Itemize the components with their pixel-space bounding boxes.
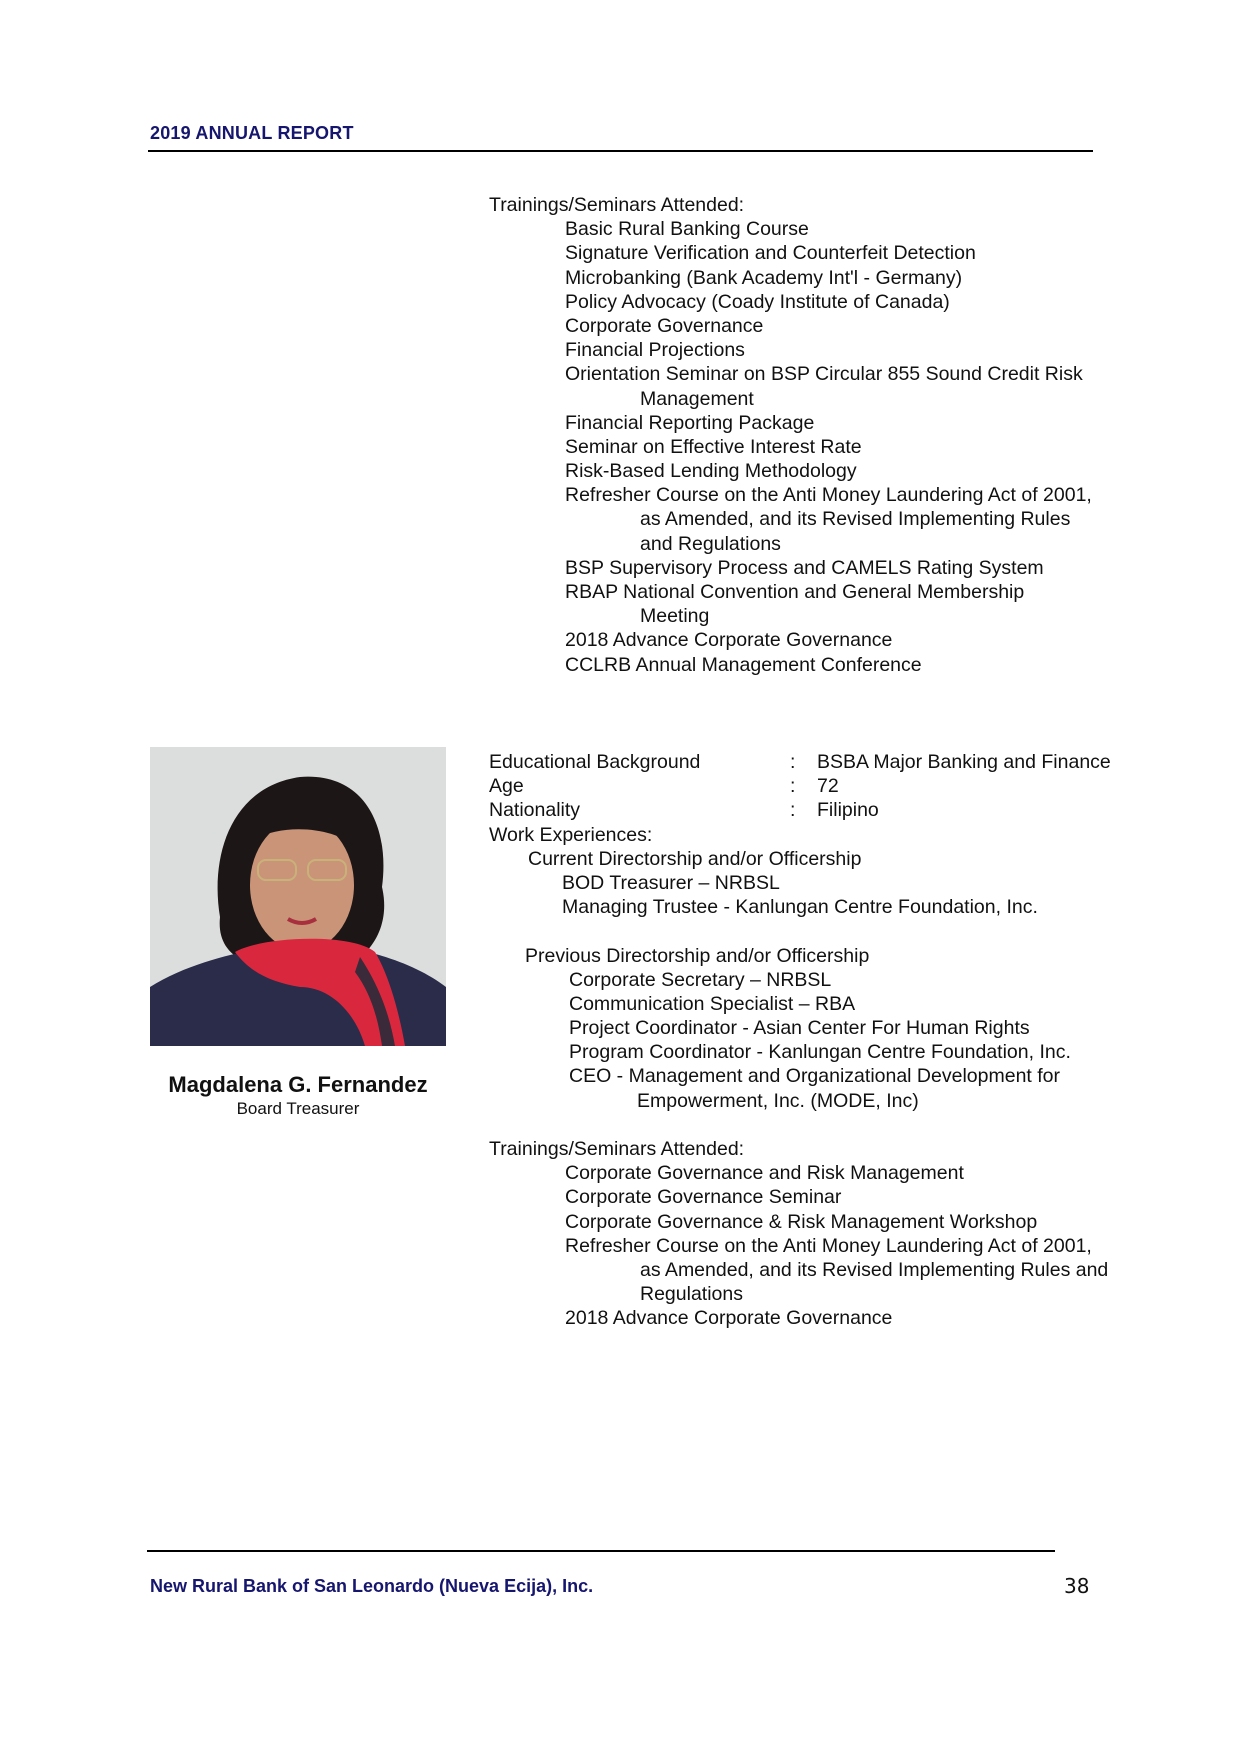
list-item: 2018 Advance Corporate Governance <box>565 1307 893 1330</box>
current-directorship-heading: Current Directorship and/or Officership <box>528 847 862 870</box>
field-age <box>489 774 1189 798</box>
list-item-continuation: Meeting <box>640 605 710 628</box>
list-item: RBAP National Convention and General Membership <box>565 581 1025 603</box>
trainings-heading: Trainings/Seminars Attended: <box>489 194 745 216</box>
list-item-continuation: Empowerment, Inc. (MODE, Inc) <box>637 1089 919 1112</box>
list-item: Microbanking (Bank Academy Int'l - Germany) <box>565 266 963 289</box>
field-value: BSBA Major Banking and Finance <box>817 751 1111 773</box>
list-item: Financial Reporting Package <box>565 411 815 434</box>
field-education <box>489 750 1189 774</box>
list-item: Basic Rural Banking Course <box>565 218 809 241</box>
list-item: Program Coordinator - Kanlungan Centre Foundation, Inc. <box>569 1041 1071 1064</box>
trainings-list <box>489 217 1189 677</box>
header-divider <box>148 150 1093 152</box>
field-value: Filipino <box>817 799 879 822</box>
list-item: Corporate Governance Seminar <box>565 1186 842 1209</box>
top-trainings-section <box>489 193 1189 677</box>
profile-details <box>489 750 1189 1331</box>
list-item-continuation: Regulations <box>640 1283 743 1306</box>
list-item: Corporate Secretary – NRBSL <box>569 968 832 991</box>
list-item-continuation: as Amended, and its Revised Implementing Rules and <box>640 1258 1109 1281</box>
field-separator: : <box>790 751 796 773</box>
previous-directorship-heading: Previous Directorship and/or Officership <box>525 944 870 967</box>
list-item: CCLRB Annual Management Conference <box>565 653 922 676</box>
list-item: Corporate Governance & Risk Management Workshop <box>565 1210 1038 1233</box>
list-item-continuation: Management <box>640 387 754 410</box>
footer-bank-name: New Rural Bank of San Leonardo (Nueva Ecija), Inc. <box>150 1576 594 1596</box>
field-label: Educational Background <box>489 751 701 773</box>
list-item: Project Coordinator - Asian Center For Human Rights <box>569 1017 1030 1040</box>
trainings-list <box>489 1161 1189 1330</box>
current-item: BOD Treasurer – NRBSL <box>562 871 780 894</box>
field-label: Age <box>489 775 524 798</box>
list-item: Policy Advocacy (Coady Institute of Canada) <box>565 290 950 313</box>
previous-list <box>489 968 1189 1113</box>
list-item: CEO - Management and Organizational Development for <box>569 1065 1061 1088</box>
list-item: Orientation Seminar on BSP Circular 855 Sound Credit Risk <box>565 363 1083 386</box>
field-value: 72 <box>817 775 839 798</box>
list-item: Corporate Governance and Risk Management <box>565 1162 964 1185</box>
list-item: BSP Supervisory Process and CAMELS Rating System <box>565 556 1044 579</box>
list-item: Risk-Based Lending Methodology <box>565 460 857 483</box>
profile-name: Magdalena G. Fernandez <box>168 1072 428 1097</box>
list-item: 2018 Advance Corporate Governance <box>565 629 893 652</box>
photo-face <box>250 819 354 951</box>
profile-role: Board Treasurer <box>236 1099 360 1118</box>
list-item: Communication Specialist – RBA <box>569 992 856 1015</box>
field-separator: : <box>790 799 796 822</box>
current-item: Managing Trustee - Kanlungan Centre Foundation, Inc. <box>562 896 1038 919</box>
report-header-title: 2019 ANNUAL REPORT <box>150 123 354 143</box>
profile-photo <box>150 747 446 1046</box>
field-label: Nationality <box>489 799 581 822</box>
list-item: Seminar on Effective Interest Rate <box>565 435 862 458</box>
work-experiences-heading: Work Experiences: <box>489 823 653 846</box>
list-item: Refresher Course on the Anti Money Laundering Act of 2001, <box>565 484 1092 507</box>
field-nationality <box>489 798 1189 822</box>
list-item-continuation: as Amended, and its Revised Implementing Rules <box>640 508 1071 531</box>
list-item: Refresher Course on the Anti Money Laundering Act of 2001, <box>565 1234 1092 1257</box>
page-number: 38 <box>1064 1574 1090 1598</box>
list-item: Financial Projections <box>565 339 745 362</box>
list-item-continuation: and Regulations <box>640 532 781 555</box>
list-item: Corporate Governance <box>565 314 764 337</box>
trainings-heading: Trainings/Seminars Attended: <box>489 1138 745 1160</box>
field-separator: : <box>790 775 796 798</box>
footer-divider <box>147 1550 1055 1552</box>
list-item: Signature Verification and Counterfeit Detection <box>565 242 976 265</box>
